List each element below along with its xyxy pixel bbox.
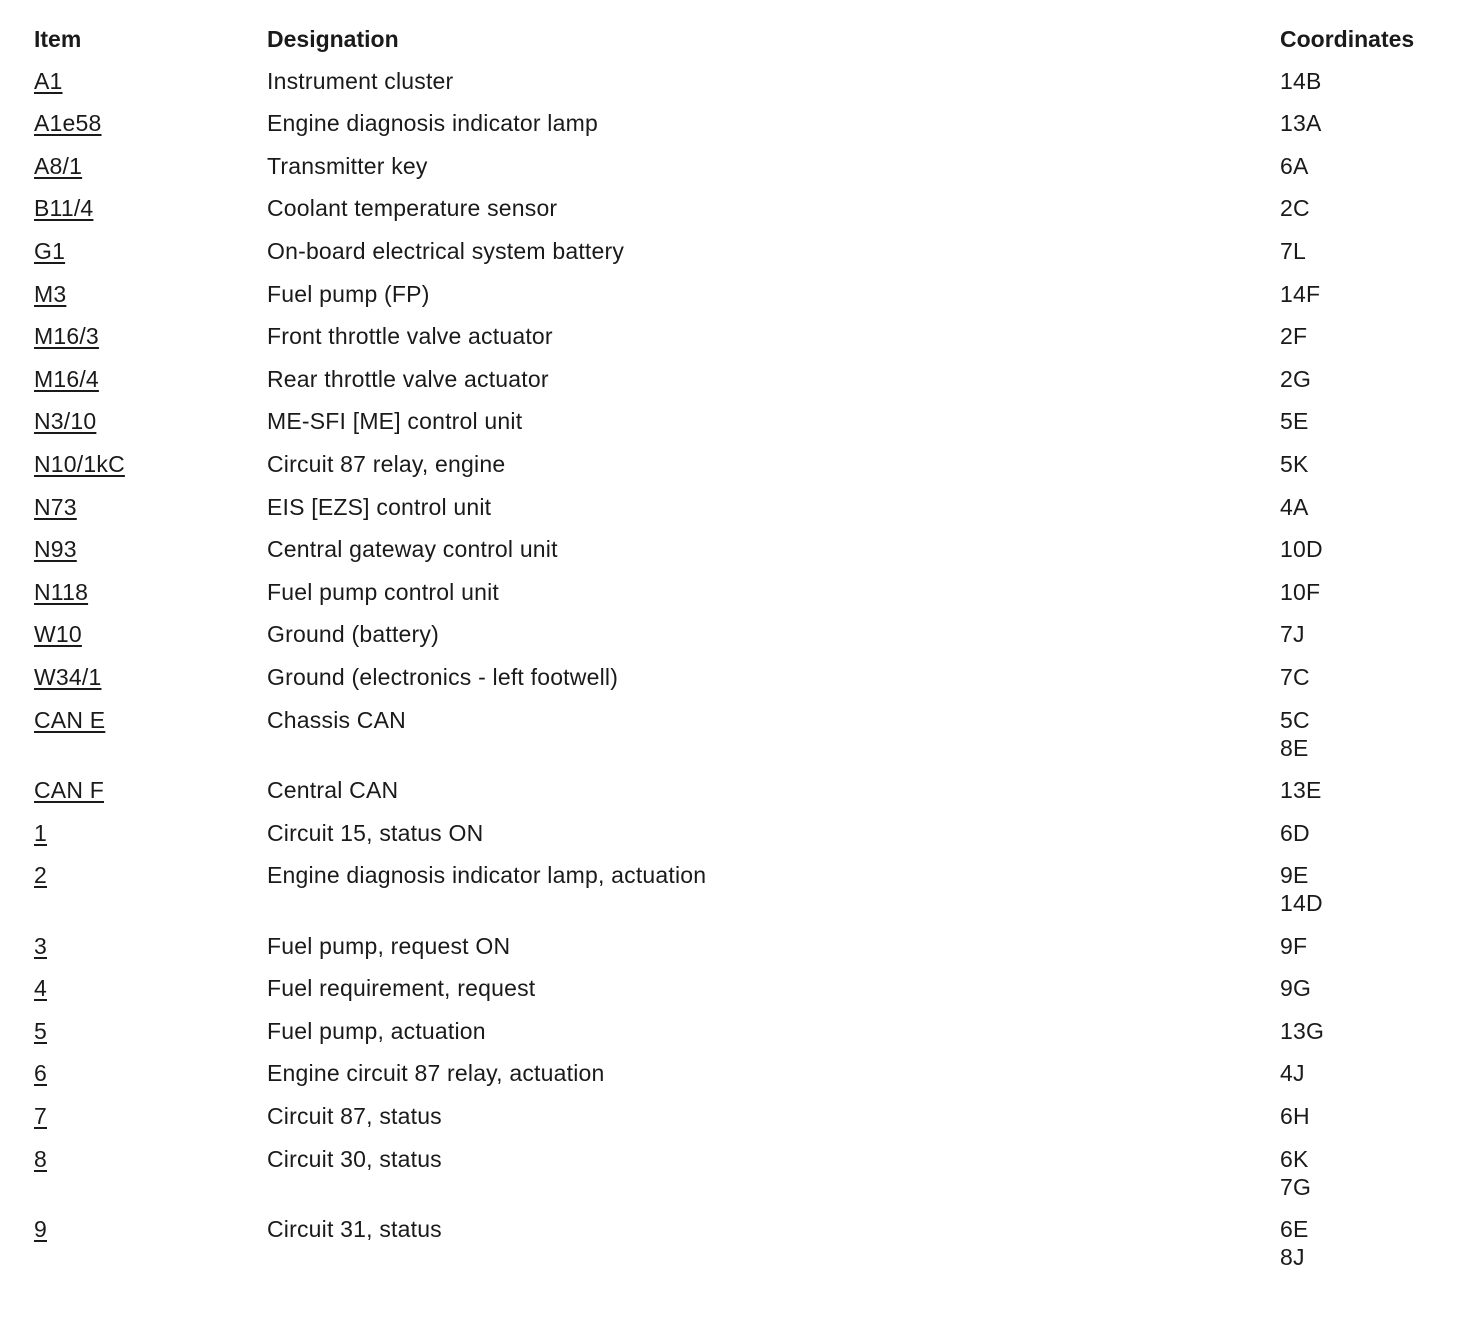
designation-cell: Fuel pump (FP) xyxy=(267,280,430,307)
item-cell xyxy=(34,1145,267,1173)
designation-cell: Ground (electronics - left footwell) xyxy=(267,663,619,690)
item-cell xyxy=(34,1017,267,1045)
coordinate-value: 2F xyxy=(1280,323,1308,350)
coordinates-cell xyxy=(1280,932,1450,960)
coordinates-cell xyxy=(1280,322,1450,350)
coordinates-cell xyxy=(1280,365,1450,393)
coordinates-cell xyxy=(1280,407,1450,435)
table-row xyxy=(34,578,1454,621)
designation-cell: Rear throttle valve actuator xyxy=(267,365,549,392)
item-cell xyxy=(34,67,267,95)
coordinates-cell xyxy=(1280,620,1450,648)
table-row xyxy=(34,67,1454,110)
designation-cell: ME-SFI [ME] control unit xyxy=(267,408,523,435)
table-row xyxy=(34,109,1454,152)
coordinates-cell xyxy=(1280,194,1450,222)
designation-cell: On-board electrical system battery xyxy=(267,237,625,264)
coordinate-value: 8J xyxy=(1280,1244,1305,1271)
coordinate-value: 2C xyxy=(1280,195,1310,222)
item-link[interactable]: CAN F xyxy=(34,777,104,803)
item-cell xyxy=(34,1102,267,1130)
item-link[interactable]: N93 xyxy=(34,536,77,563)
table-row xyxy=(34,819,1454,862)
designation-cell: Fuel pump control unit xyxy=(267,578,499,605)
item-cell xyxy=(34,493,267,521)
item-link[interactable]: G1 xyxy=(34,237,66,264)
coordinate-value: 13E xyxy=(1280,777,1322,803)
coordinate-value: 7L xyxy=(1280,237,1306,264)
designation-cell: Engine diagnosis indicator lamp xyxy=(267,110,598,137)
item-link[interactable]: 9 xyxy=(34,1216,47,1243)
coordinate-value: 13A xyxy=(1280,110,1322,137)
designation-cell: Transmitter key xyxy=(267,152,428,179)
item-link[interactable]: W34/1 xyxy=(34,663,102,690)
table-row xyxy=(34,620,1454,663)
designation-cell: Circuit 31, status xyxy=(267,1216,442,1243)
table-row xyxy=(34,152,1454,195)
table-row xyxy=(34,1059,1454,1102)
item-cell xyxy=(34,237,267,265)
coordinates-cell xyxy=(1280,1059,1450,1087)
coordinates-cell xyxy=(1280,152,1450,180)
coordinate-value: 9E xyxy=(1280,862,1309,889)
table-row xyxy=(34,322,1454,365)
item-link[interactable]: N3/10 xyxy=(34,408,97,435)
item-link[interactable]: N10/1kC xyxy=(34,450,125,477)
coordinate-value: 6D xyxy=(1280,819,1310,846)
table-row xyxy=(34,365,1454,408)
item-cell xyxy=(34,819,267,847)
designation-cell: Engine diagnosis indicator lamp, actuation xyxy=(267,862,707,889)
designation-cell: Engine circuit 87 relay, actuation xyxy=(267,1060,605,1087)
coordinate-value: 6E xyxy=(1280,1216,1309,1243)
item-link[interactable]: M16/3 xyxy=(34,323,99,350)
coordinates-cell xyxy=(1280,109,1450,137)
coordinates-cell xyxy=(1280,776,1450,804)
coordinate-value: 14B xyxy=(1280,67,1322,94)
table-row xyxy=(34,932,1454,975)
table-row xyxy=(34,237,1454,280)
table-header xyxy=(34,24,1454,67)
coordinate-value: 5C xyxy=(1280,706,1310,733)
item-cell xyxy=(34,109,267,137)
coordinate-value: 7J xyxy=(1280,621,1305,648)
designation-cell: Instrument cluster xyxy=(267,67,454,94)
item-cell xyxy=(34,450,267,478)
designation-cell: Central gateway control unit xyxy=(267,536,558,563)
coordinate-value: 2G xyxy=(1280,365,1312,392)
coordinate-value: 14F xyxy=(1280,280,1321,307)
designation-cell: Circuit 30, status xyxy=(267,1145,442,1172)
table-row xyxy=(34,535,1454,578)
item-link[interactable]: M16/4 xyxy=(34,365,99,392)
designation-cell: Circuit 87, status xyxy=(267,1103,442,1130)
coordinate-value: 7G xyxy=(1280,1173,1312,1200)
coordinate-value: 5E xyxy=(1280,408,1309,435)
item-cell xyxy=(34,322,267,350)
item-cell xyxy=(34,280,267,308)
coordinate-value: 14D xyxy=(1280,890,1323,917)
item-link[interactable]: 3 xyxy=(34,932,47,959)
header-coordinates: Coordinates xyxy=(1280,26,1415,52)
coordinates-cell xyxy=(1280,535,1450,563)
item-cell xyxy=(34,932,267,960)
coordinate-value: 9G xyxy=(1280,975,1312,1002)
item-link[interactable]: A1 xyxy=(34,67,63,94)
coordinates-cell xyxy=(1280,861,1450,917)
item-link[interactable]: W10 xyxy=(34,621,82,648)
coordinate-value: 6H xyxy=(1280,1103,1310,1130)
item-cell xyxy=(34,578,267,606)
item-link[interactable]: 8 xyxy=(34,1145,47,1172)
coordinates-cell xyxy=(1280,819,1450,847)
table-body xyxy=(34,67,1454,1286)
coordinate-value: 5K xyxy=(1280,450,1309,477)
item-cell xyxy=(34,1059,267,1087)
designation-cell: Front throttle valve actuator xyxy=(267,323,553,350)
item-link[interactable]: 4 xyxy=(34,975,47,1002)
coordinates-cell xyxy=(1280,280,1450,308)
table-row xyxy=(34,407,1454,450)
designation-cell: Circuit 87 relay, engine xyxy=(267,450,506,477)
coordinates-cell xyxy=(1280,237,1450,265)
item-link[interactable]: 6 xyxy=(34,1060,47,1087)
coordinates-cell xyxy=(1280,1215,1450,1271)
item-cell xyxy=(34,706,267,734)
coordinates-cell xyxy=(1280,493,1450,521)
item-link[interactable]: 7 xyxy=(34,1103,47,1130)
coordinates-cell xyxy=(1280,974,1450,1002)
item-link[interactable]: 1 xyxy=(34,819,47,846)
designation-cell: Fuel pump, request ON xyxy=(267,932,511,959)
coordinate-value: 6K xyxy=(1280,1145,1309,1172)
component-legend-table xyxy=(34,24,1454,1286)
coordinates-cell xyxy=(1280,1145,1450,1201)
coordinates-cell xyxy=(1280,663,1450,691)
item-link[interactable]: M3 xyxy=(34,280,67,307)
coordinate-value: 9F xyxy=(1280,932,1308,959)
item-link[interactable]: CAN E xyxy=(34,706,106,733)
item-link[interactable]: A8/1 xyxy=(34,152,83,179)
coordinate-value: 13G xyxy=(1280,1017,1325,1044)
item-link[interactable]: A1e58 xyxy=(34,110,102,137)
item-cell xyxy=(34,861,267,889)
coordinate-value: 6A xyxy=(1280,152,1309,179)
item-link[interactable]: 5 xyxy=(34,1017,47,1044)
coordinate-value: 4J xyxy=(1280,1060,1305,1087)
coordinates-cell xyxy=(1280,1102,1450,1130)
item-cell xyxy=(34,407,267,435)
table-row xyxy=(34,706,1454,777)
item-link[interactable]: 2 xyxy=(34,862,47,889)
coordinate-value: 4A xyxy=(1280,493,1309,520)
coordinate-value: 7C xyxy=(1280,663,1310,690)
item-cell xyxy=(34,365,267,393)
item-cell xyxy=(34,194,267,222)
coordinates-cell xyxy=(1280,67,1450,95)
table-row xyxy=(34,776,1454,819)
coordinates-cell xyxy=(1280,706,1450,762)
coordinate-value: 10D xyxy=(1280,536,1323,563)
designation-cell: Fuel pump, actuation xyxy=(267,1017,486,1044)
table-row xyxy=(34,974,1454,1017)
table-row xyxy=(34,861,1454,932)
table-row xyxy=(34,1017,1454,1060)
designation-cell: Circuit 15, status ON xyxy=(267,819,484,846)
table-row xyxy=(34,280,1454,323)
item-cell xyxy=(34,535,267,563)
item-cell xyxy=(34,776,267,804)
header-item: Item xyxy=(34,26,82,52)
coordinates-cell xyxy=(1280,578,1450,606)
coordinate-value: 8E xyxy=(1280,734,1309,761)
table-row xyxy=(34,663,1454,706)
item-cell xyxy=(34,974,267,1002)
designation-cell: Fuel requirement, request xyxy=(267,975,536,1002)
designation-cell: Central CAN xyxy=(267,777,399,803)
designation-cell: Ground (battery) xyxy=(267,621,439,648)
table-row xyxy=(34,1215,1454,1286)
designation-cell: Coolant temperature sensor xyxy=(267,195,558,222)
coordinate-value: 10F xyxy=(1280,578,1321,605)
item-link[interactable]: N73 xyxy=(34,493,77,520)
item-cell xyxy=(34,1215,267,1243)
table-row xyxy=(34,1102,1454,1145)
designation-cell: EIS [EZS] control unit xyxy=(267,493,492,520)
item-cell xyxy=(34,152,267,180)
item-cell xyxy=(34,663,267,691)
table-row xyxy=(34,450,1454,493)
designation-cell: Chassis CAN xyxy=(267,706,406,733)
table-row xyxy=(34,1145,1454,1216)
item-link[interactable]: B11/4 xyxy=(34,195,94,222)
table-row xyxy=(34,493,1454,536)
item-cell xyxy=(34,620,267,648)
table-row xyxy=(34,194,1454,237)
header-designation: Designation xyxy=(267,26,399,52)
coordinates-cell xyxy=(1280,1017,1450,1045)
coordinates-cell xyxy=(1280,450,1450,478)
item-link[interactable]: N118 xyxy=(34,578,89,605)
